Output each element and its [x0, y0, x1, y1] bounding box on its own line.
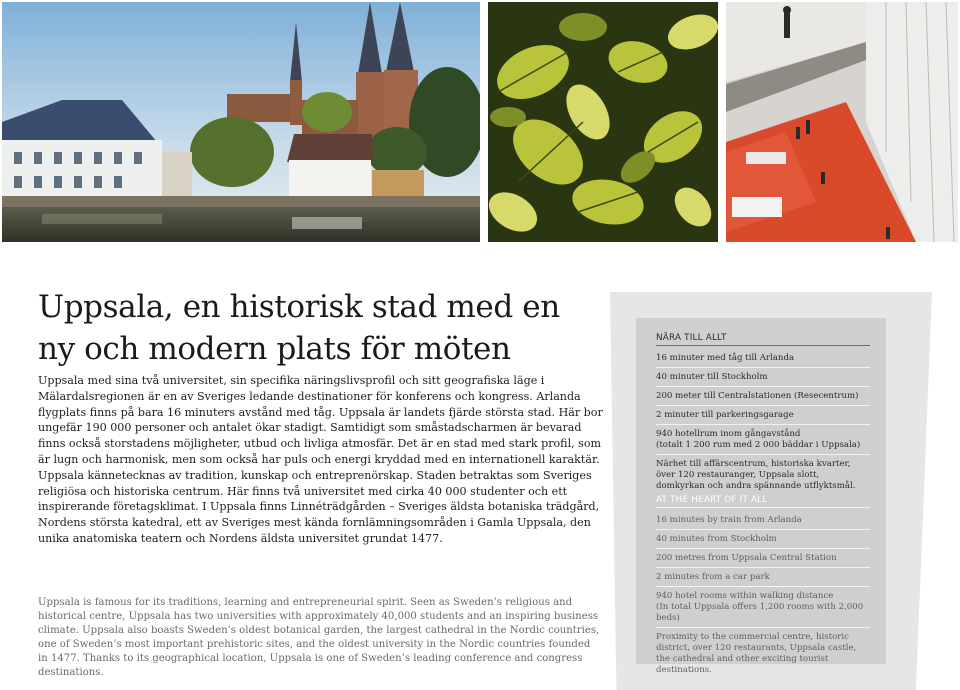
body-text-english: Uppsala is famous for its traditions, learning and entrepreneurial spirit. Seen as Sweden’s religious and historical centre, Uppsala has two universities with approximately 40,000 students and an inspiring business climate. Uppsala also boasts Sweden’s oldest botanical garden, the largest cathedral in the Nordic countries, one of Sweden’s most important prehistoric sites, and the oldest university in the Nordic countries founded in 1477. Thanks to its geographical location, Uppsala is one of Sweden’s leading conference and congress destinations.: [38, 597, 600, 679]
list-item: 2 minuter till parkeringsgarage: [656, 410, 870, 425]
facts-heading-english: AT THE HEART OF IT ALL: [656, 495, 870, 508]
list-item: 200 meter till Centralstationen (Resecentrum): [656, 391, 870, 406]
photo-atrium: [726, 2, 958, 242]
facts-list-english: [656, 495, 870, 683]
facts-heading-swedish: NÄRA TILL ALLT: [656, 333, 870, 346]
list-item: 940 hotel rooms within walking distance (In total Uppsala offers 1,200 rooms with 2,000 beds): [656, 591, 870, 628]
list-item: 2 minutes from a car park: [656, 572, 870, 587]
list-item: 40 minutes from Stockholm: [656, 534, 870, 549]
list-item: 16 minuter med tåg till Arlanda: [656, 353, 870, 368]
list-item: Närhet till affärscentrum, historiska kvarter, över 120 restauranger, Uppsala slott, domkyrkan och andra spännande utflyktsmål.: [656, 459, 856, 491]
page-title: Uppsala, en historisk stad med en ny och modern plats för möten: [38, 289, 560, 367]
body-text-swedish: Uppsala med sina två universitet, sin specifika näringslivsprofil och sitt geografiska läge i Mälardalsregionen är en av Sveriges ledande destinationer för konferens och kongress. Arlanda flygplats finns på bara 16 minuters avstånd med tåg. Uppsala är landets fjärde största stad. Här bor ungefär 190 000 personer och antalet ökar stadigt. Samtidigt som småstadscharmen är bevarad finns också storstadens möjligheter, utbud och livliga atmosfär. Det är en stad med stark profil, som är lugn och harmonisk, men som också har puls och energi kryddad med en internationell karaktär. Uppsala kännetecknas av tradition, kunskap och entreprenörskap. Staden betraktas som Sveriges religiösa och historiska centrum. Här finns två universitet med cirka 40 000 studenter och ett inspirerande företagsklimat. I Uppsala finns Linnéträdgården – Sveriges äldsta botaniska trädgård, Nordens största katedral, ett av Sveriges mest kända fornlämningsområden i Gamla Uppsala, den unika anatomiska teatern och Nordens äldsta universitet grundat 1477.: [38, 374, 603, 545]
facts-list-swedish: [656, 333, 870, 499]
list-item: 40 minuter till Stockholm: [656, 372, 870, 387]
list-item: 940 hotellrum inom gångavstånd (totalt 1 200 rum med 2 000 bäddar i Uppsala): [656, 429, 870, 455]
photo-uppsala-cathedral: [2, 2, 480, 242]
list-item: Proximity to the commercial centre, historic district, over 120 restaurants, Uppsala castle, the cathedral and other exciting tourist destinations.: [656, 632, 857, 675]
list-item: 16 minutes by train from Arlanda: [656, 515, 870, 530]
photo-leaves: [488, 2, 718, 242]
list-item: 200 metres from Uppsala Central Station: [656, 553, 870, 568]
